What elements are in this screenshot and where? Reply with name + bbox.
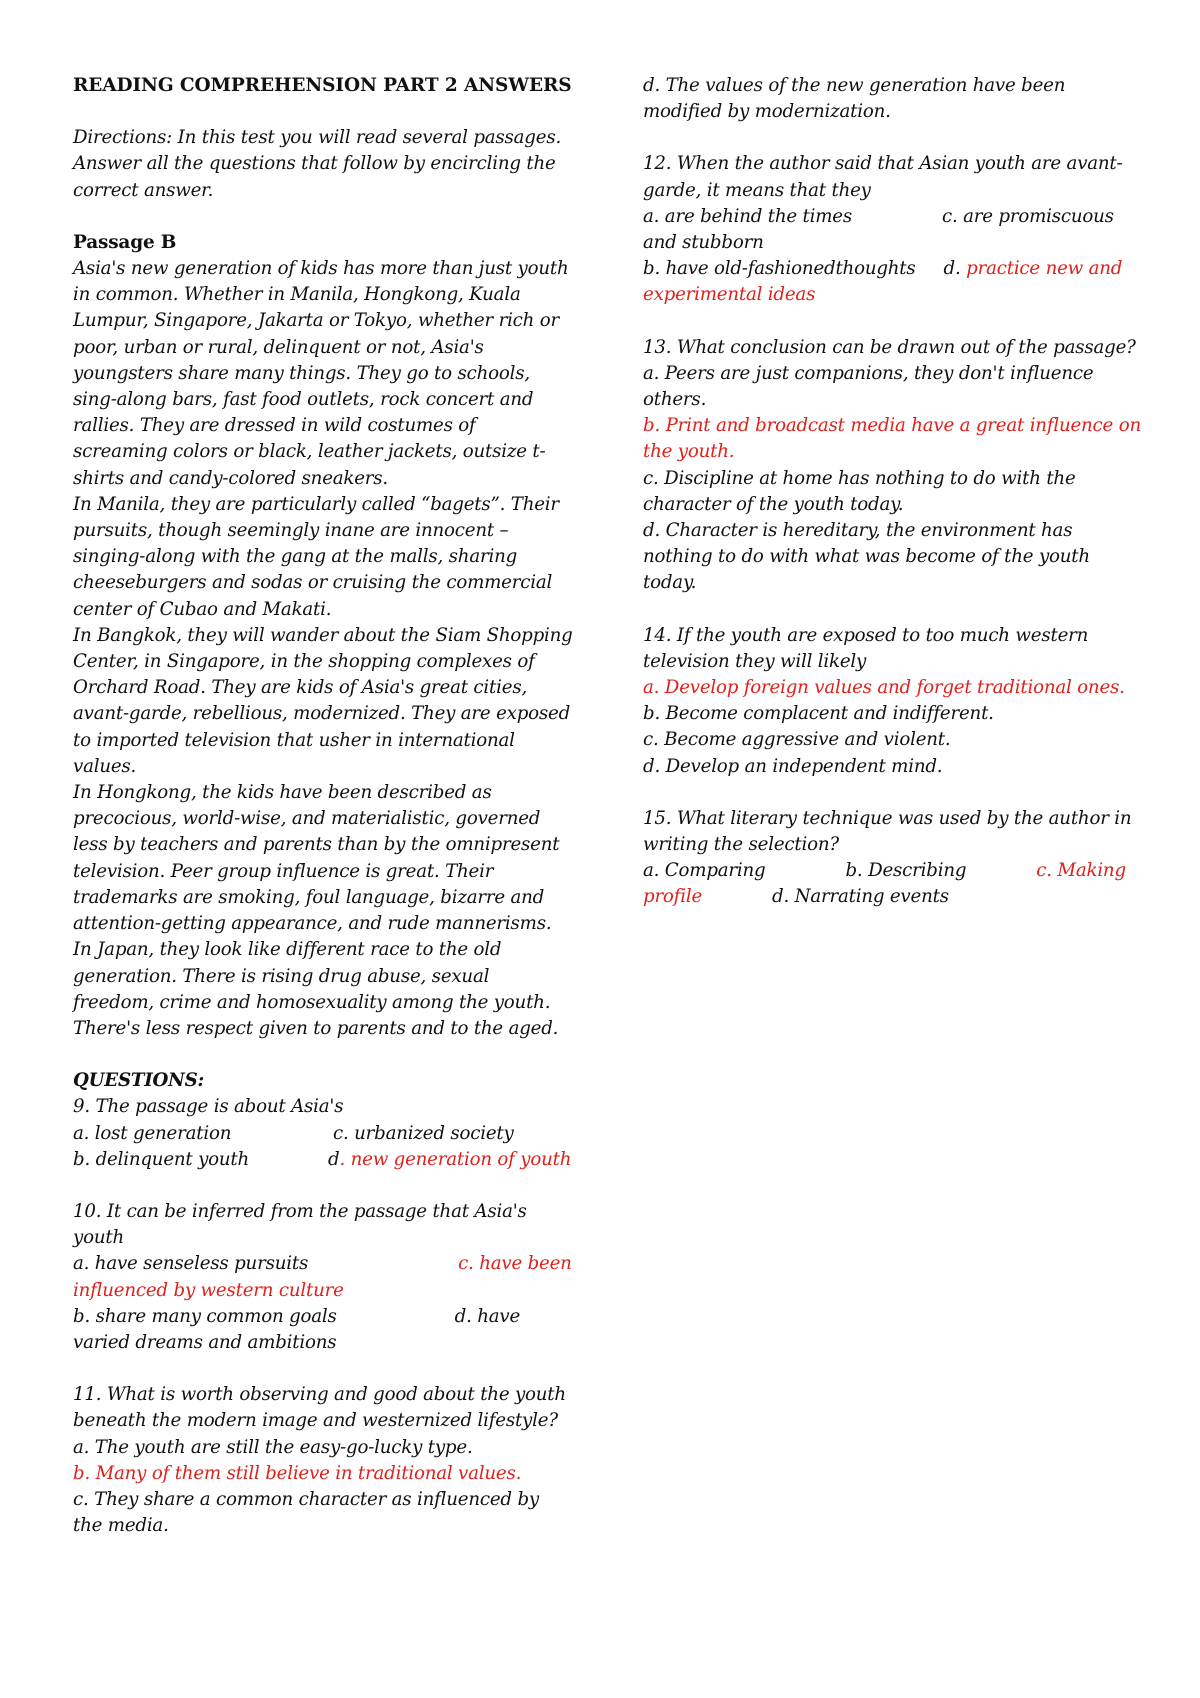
option-c-answer: c. Making profile: [643, 860, 1126, 908]
option-b: b. have old-fashionedthoughts: [643, 258, 916, 280]
option-row: [73, 1251, 573, 1303]
option-row: [643, 858, 1143, 910]
option-a: a. are behind the times: [643, 205, 852, 227]
option-c: c. are promiscuous and stubborn: [643, 205, 1114, 254]
question-10: [73, 1199, 573, 1356]
option-b: b. Describing: [845, 860, 967, 882]
question-stem: 14. If the youth are exposed to too much western television they will likely: [643, 624, 1089, 672]
question-14: [643, 623, 1143, 780]
question-stem: 9. The passage is about Asia's: [73, 1096, 344, 1118]
option-d-prefix: d.: [943, 258, 967, 280]
option-b-answer: b. Print and broadcast media have a great influence on the youth.: [643, 415, 1141, 463]
option-c-answer: c. have been influenced by western culture: [73, 1253, 572, 1301]
option-a-answer: a. Develop foreign values and forget traditional ones.: [643, 677, 1125, 699]
option-a: a. Comparing: [643, 860, 766, 882]
option-c: c. urbanized society: [333, 1122, 514, 1144]
question-15: [643, 806, 1143, 911]
question-stem: 10. It can be inferred from the passage that Asia's youth: [73, 1200, 527, 1249]
option-a: a. Peers are just companions, they don't influence others.: [643, 362, 1094, 411]
option-d-answer: practice new and experimental ideas: [643, 258, 1123, 306]
left-column: [73, 73, 573, 1539]
option-d-prefix: d: [328, 1148, 340, 1170]
question-9: [73, 1094, 573, 1173]
question-stem: 15. What literary technique was used by the author in writing the selection?: [643, 807, 1132, 856]
passage-paragraph: In Bangkok, they will wander about the Siam Shopping Center, in Singapore, in the shopping complexes of Orchard Road. They are kids of Asia's great cities, avant-garde, rebellious, modernized. They are exposed to imported television that usher in international values.: [73, 624, 573, 777]
passage-paragraph: In Hongkong, the kids have been described as precocious, world-wise, and materialistic, governed less by teachers and parents than by the omnipresent television. Peer group influence is great. Their trademarks are smoking, foul language, bizarre and attention-getting appearance, and rude mannerisms.: [73, 782, 560, 935]
option-row: [73, 1304, 573, 1356]
option-a: a. The youth are still the easy-go-lucky type.: [73, 1436, 473, 1458]
passage-paragraph: In Japan, they look like different race to the old generation. There is rising drug abuse, sexual freedom, crime and homosexuality among the youth. There's less respect given to parents and to the aged.: [73, 939, 559, 1039]
question-stem: 13. What conclusion can be drawn out of the passage?: [643, 336, 1136, 358]
option-d: d. Narrating events: [772, 886, 949, 908]
option-b: b. Become complacent and indifferent.: [643, 703, 994, 725]
option-d: d. Develop an independent mind.: [643, 755, 943, 777]
option-a: a. lost generation: [73, 1122, 232, 1144]
option-row: [643, 256, 1143, 308]
right-column: [643, 73, 1143, 911]
question-stem: 12. When the author said that Asian youth are avant-garde, it means that they: [643, 153, 1123, 201]
passage-paragraph: Asia's new generation of kids has more than just youth in common. Whether in Manila, Hongkong, Kuala Lumpur, Singapore, Jakarta or Tokyo, whether rich or poor, urban or rural, delinquent or not, Asia's youngsters share many things. They go to schools, sing-along bars, fast food outlets, rock concert and rallies. They are dressed in wild costumes of screaming colors or black, leather jackets, outsize t-shirts and candy-colored sneakers.: [73, 258, 569, 489]
option-d: d. have varied dreams and ambitions: [73, 1305, 521, 1353]
option-c: c. Discipline at home has nothing to do with the character of the youth today.: [643, 467, 1076, 515]
question-stem: 11. What is worth observing and good about the youth beneath the modern image and westernized lifestyle?: [73, 1384, 566, 1432]
page-title: READING COMPREHENSION PART 2 ANSWERS: [73, 75, 572, 96]
option-d-answer: . new generation of youth: [339, 1148, 572, 1170]
option-row: [73, 1121, 573, 1147]
option-row: [643, 204, 1143, 256]
option-b-answer: b. Many of them still believe in traditional values.: [73, 1462, 522, 1484]
question-11: [73, 1382, 573, 1539]
option-d: d. The values of the new generation have been modified by modernization.: [643, 75, 1066, 123]
option-c: c. They share a common character as influenced by the media.: [73, 1488, 539, 1537]
directions: Directions: In this test you will read several passages. Answer all the questions that follow by encircling the correct answer.: [73, 127, 562, 201]
questions-heading: QUESTIONS:: [73, 1070, 205, 1092]
option-b: b. share many common goals: [73, 1305, 337, 1327]
passage-paragraph: In Manila, they are particularly called “bagets”. Their pursuits, though seemingly inane are innocent – singing-along with the gang at the malls, sharing cheeseburgers and sodas or cruising the commercial center of Cubao and Makati.: [73, 493, 559, 620]
question-12: [643, 151, 1143, 308]
option-b: b. delinquent youth: [73, 1148, 250, 1170]
question-13: [643, 335, 1143, 597]
passage-body: [73, 256, 573, 1042]
option-row: [73, 1147, 573, 1173]
option-a: a. have senseless pursuits: [73, 1253, 309, 1275]
passage-heading: Passage B: [73, 231, 177, 253]
option-d: d. Character is hereditary, the environment has nothing to do with what was become of the youth today.: [643, 520, 1090, 594]
option-c: c. Become aggressive and violent.: [643, 729, 951, 751]
